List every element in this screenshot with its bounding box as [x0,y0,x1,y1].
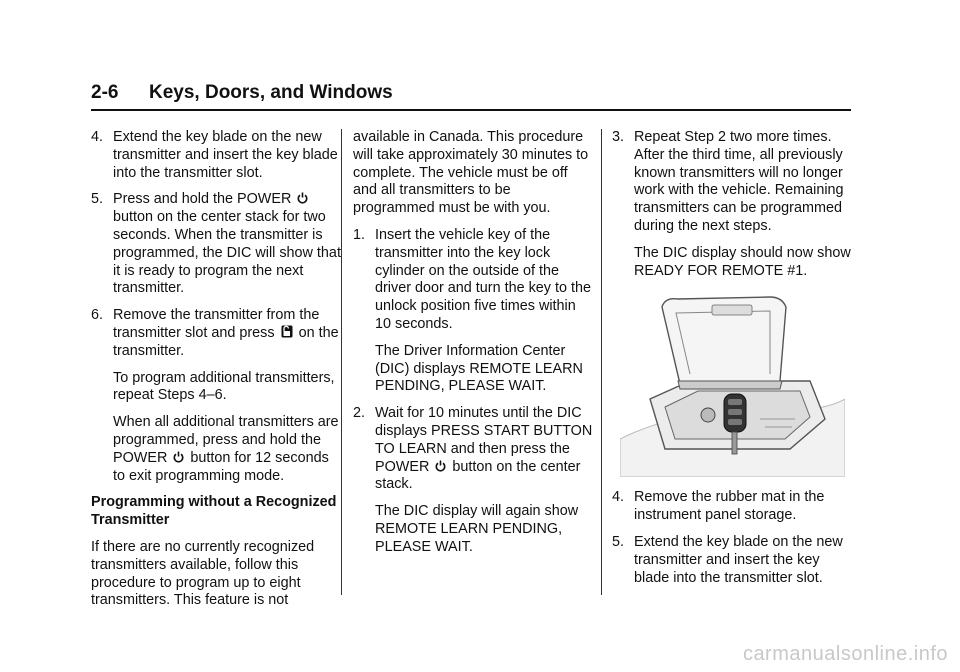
column-divider-2 [601,129,602,595]
step-2-note: The DIC display will again show REMOTE LEARN PENDING, PLEASE WAIT. [375,503,579,555]
step-6-note-2: When all additional transmitters are programmed, press and hold the POWER button for 12 seconds to exit programming mode. [113,414,339,484]
column-1 [91,129,341,619]
intro-paragraph: If there are no currently recognized transmitters available, follow this procedure to program up to eight transmitters. This feature is not [91,538,315,609]
step-3: 3. Repeat Step 2 two more times. After the third time, all previously known transmitters will no longer work with the vehicle. Remaining transmitters can be programmed during the next steps. [612,129,844,234]
transmitter-slot-illustration [620,289,845,477]
step-4: 4. Extend the key blade on the new transmitter and insert the key blade into the transmitter slot. [91,129,338,181]
power-icon [435,460,446,472]
subsection-heading: Programming without a Recognized Transmitter [91,494,337,529]
step-1: 1. Insert the vehicle key of the transmitter into the key lock cylinder on the outside of the driver door and turn the key to the unlock position five times within 10 seconds. [353,226,591,332]
power-icon [297,192,308,204]
step-6-note-1: To program additional transmitters, repeat Steps 4–6. [113,369,335,404]
page-number: 2-6 [91,82,119,103]
step-2: 2. Wait for 10 minutes until the DIC displays PRESS START BUTTON TO LEARN and then press the POWER button on the center stack. [353,405,593,493]
column-3 [612,129,857,596]
unlock-key-icon [281,325,293,338]
step-3-note: The DIC display should now show READY FOR REMOTE #1. [634,244,851,279]
step-5: 5. Press and hold the POWER button on the center stack for two seconds. When the transmitter is programmed, the DIC will show that it is ready to program the next transmitter. [91,191,341,297]
page-header [91,82,851,111]
step-5-right: 5. Extend the key blade on the new transmitter and insert the key blade into the transmitter slot. [612,533,843,586]
step-4-right: 4. Remove the rubber mat in the instrument panel storage. [612,489,825,524]
section-title: Keys, Doors, and Windows [149,82,393,103]
column-2 [353,129,593,566]
watermark: carmanualsonline.info [742,643,948,665]
step-6: 6. Remove the transmitter from the transmitter slot and press on the transmitter. [91,307,339,359]
intro-continued: available in Canada. This procedure will take approximately 30 minutes to complete. The vehicle must be off and all transmitters to be programmed must be with you. [353,129,589,217]
step-1-note: The Driver Information Center (DIC) displays REMOTE LEARN PENDING, PLEASE WAIT. [375,342,583,395]
column-divider-1 [341,129,342,595]
power-icon [173,451,184,463]
